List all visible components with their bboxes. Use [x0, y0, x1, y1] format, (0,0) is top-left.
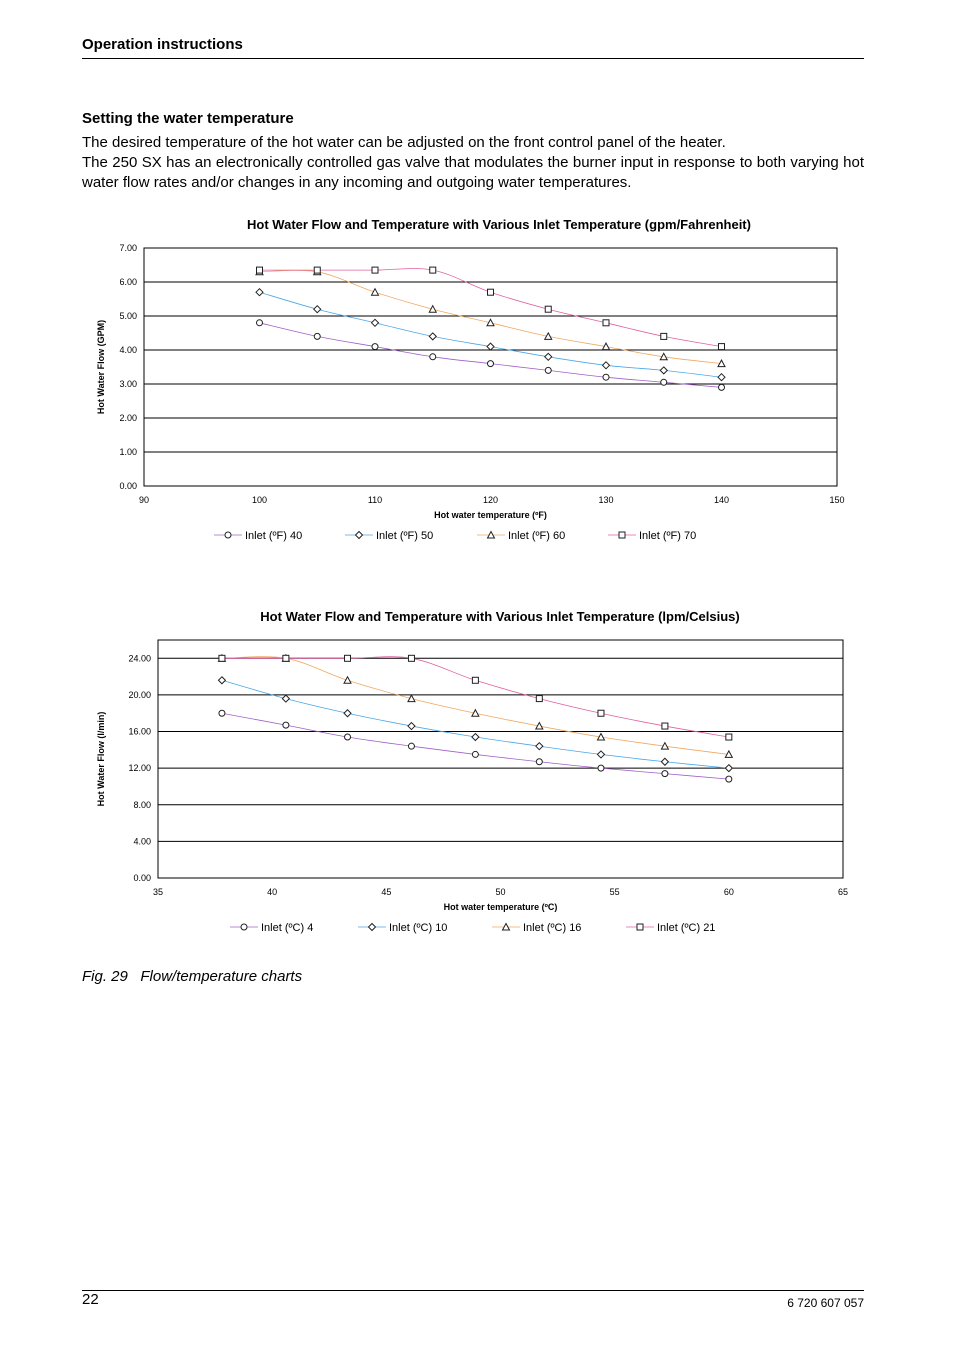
- y-tick-label: 3.00: [119, 379, 137, 389]
- footer-rule: [82, 1290, 864, 1291]
- paragraph-2: The 250 SX has an electronically controlled gas valve that modulates the burner input in response to both varying hot water flow rates and/or changes in any incoming and outgoing water temperatures.: [82, 154, 864, 191]
- y-axis-label: Hot Water Flow (l/min): [96, 711, 106, 807]
- section-title: Setting the water temperature: [82, 110, 294, 127]
- data-point: [603, 320, 609, 326]
- x-tick-label: 50: [495, 887, 506, 897]
- data-point: [345, 734, 351, 740]
- data-point: [661, 379, 667, 385]
- data-point: [662, 771, 668, 777]
- legend-marker: [225, 532, 231, 538]
- legend-marker: [637, 924, 643, 930]
- data-point: [257, 320, 263, 326]
- data-point: [488, 289, 494, 295]
- data-point: [314, 333, 320, 339]
- y-tick-label: 12.00: [128, 763, 151, 774]
- data-point: [488, 361, 494, 367]
- y-tick-label: 16.00: [128, 726, 151, 737]
- y-tick-label: 7.00: [119, 243, 137, 253]
- data-point: [545, 367, 551, 373]
- data-point: [598, 765, 604, 771]
- x-tick-label: 150: [829, 495, 845, 505]
- data-point: [408, 655, 414, 661]
- page-number: 22: [82, 1291, 99, 1308]
- y-tick-label: 5.00: [119, 311, 137, 321]
- legend-marker: [369, 924, 376, 931]
- x-tick-label: 100: [251, 495, 268, 505]
- y-axis-label: Hot Water Flow (GPM): [96, 319, 106, 415]
- data-point: [545, 306, 551, 312]
- x-tick-label: 65: [837, 887, 849, 897]
- y-tick-label: 0.00: [133, 873, 151, 883]
- legend-label: Inlet (ºC) 16: [523, 922, 582, 934]
- legend-label: Inlet (ºC) 10: [389, 922, 448, 934]
- paragraph-1: The desired temperature of the hot water can be adjusted on the front control panel of the heater.: [82, 134, 726, 151]
- figure-caption-text: Flow/temperature charts: [140, 968, 303, 985]
- y-tick-label: 2.00: [119, 413, 137, 423]
- data-point: [219, 655, 225, 661]
- y-tick-label: 8.00: [133, 799, 151, 810]
- x-tick-label: 120: [482, 495, 499, 505]
- data-point: [726, 734, 732, 740]
- figure-caption: [82, 968, 302, 985]
- y-tick-label: 1.00: [119, 447, 137, 457]
- data-point: [408, 743, 414, 749]
- body-text: [82, 133, 864, 193]
- running-header: Operation instructions: [82, 36, 864, 59]
- data-point: [283, 722, 289, 728]
- data-point: [726, 776, 732, 782]
- x-tick-label: 40: [267, 887, 278, 897]
- chart-1-gpm-fahrenheit: [0, 230, 954, 550]
- data-point: [603, 374, 609, 380]
- x-tick-label: 90: [138, 495, 150, 505]
- y-tick-label: 4.00: [119, 345, 137, 355]
- data-point: [372, 344, 378, 350]
- y-tick-label: 6.00: [119, 277, 137, 287]
- data-point: [598, 710, 604, 716]
- data-point: [314, 267, 320, 273]
- data-point: [430, 267, 436, 273]
- y-tick-label: 20.00: [128, 689, 151, 700]
- data-point: [219, 710, 225, 716]
- x-tick-label: 45: [381, 887, 392, 897]
- y-tick-label: 4.00: [133, 836, 151, 847]
- x-tick-label: 110: [367, 495, 383, 505]
- data-point: [345, 655, 351, 661]
- data-point: [661, 333, 667, 339]
- data-point: [719, 384, 725, 390]
- x-tick-label: 130: [598, 495, 614, 505]
- data-point: [719, 344, 725, 350]
- data-point: [472, 677, 478, 683]
- data-point: [472, 751, 478, 757]
- plot-area: [158, 640, 843, 878]
- data-point: [372, 267, 378, 273]
- x-axis-label: Hot water temperature (ºF): [434, 510, 547, 520]
- legend-label: Inlet (ºC) 4: [261, 922, 314, 934]
- data-point: [536, 759, 542, 765]
- x-tick-label: 140: [713, 495, 730, 505]
- chart-1-title: Hot Water Flow and Temperature with Various Inlet Temperature (gpm/Fahrenheit): [247, 217, 751, 232]
- y-tick-label: 0.00: [119, 481, 137, 491]
- legend-marker: [356, 532, 363, 539]
- data-point: [257, 267, 263, 273]
- legend-label: Inlet (ºF) 40: [245, 530, 303, 542]
- x-tick-label: 35: [152, 887, 164, 897]
- data-point: [536, 696, 542, 702]
- legend-label: Inlet (ºC) 21: [657, 922, 716, 934]
- chart-2-title: Hot Water Flow and Temperature with Various Inlet Temperature (lpm/Celsius): [260, 609, 740, 624]
- chart-2-lpm-celsius: [0, 625, 954, 945]
- data-point: [430, 354, 436, 360]
- y-tick-label: 24.00: [128, 653, 151, 664]
- legend-marker: [619, 532, 625, 538]
- legend-label: Inlet (ºF) 70: [639, 530, 697, 542]
- x-tick-label: 55: [609, 887, 620, 897]
- data-point: [662, 723, 668, 729]
- x-axis-label: Hot water temperature (ºC): [443, 902, 558, 912]
- data-point: [283, 655, 289, 661]
- figure-number: Fig. 29: [82, 968, 128, 985]
- legend-label: Inlet (ºF) 60: [508, 530, 566, 542]
- x-tick-label: 60: [723, 887, 734, 897]
- document-number: 6 720 607 057: [787, 1296, 864, 1310]
- legend-label: Inlet (ºF) 50: [376, 530, 434, 542]
- legend-marker: [241, 924, 247, 930]
